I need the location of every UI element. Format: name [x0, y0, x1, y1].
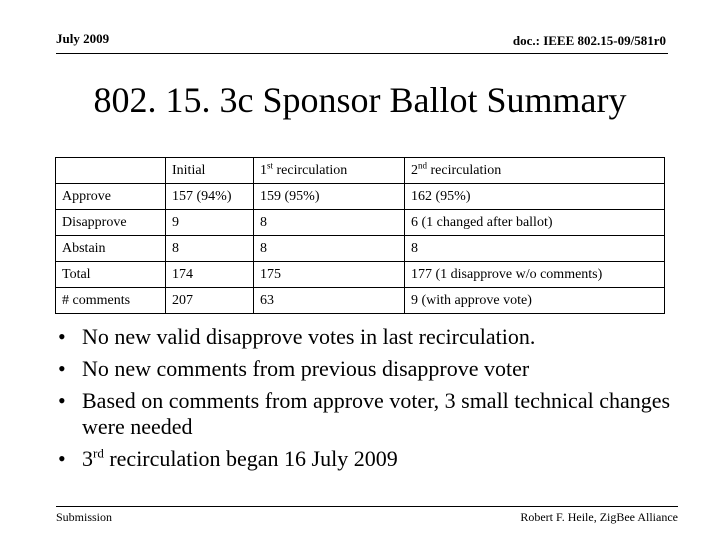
table-cell: 8 [254, 210, 405, 236]
row-label: Abstain [56, 236, 166, 262]
row-label: Total [56, 262, 166, 288]
table-cell: 177 (1 disapprove w/o comments) [405, 262, 665, 288]
header-cell-1st-recirculation: 1st recirculation [254, 158, 405, 184]
table-header-row [56, 158, 665, 184]
bullet-dot-icon: • [58, 356, 66, 381]
table-cell: 157 (94%) [166, 184, 254, 210]
bullet-item: • No new valid disapprove votes in last recirculation. [58, 324, 536, 349]
footer-divider [56, 506, 678, 507]
table-cell: 9 [166, 210, 254, 236]
footer-submission: Submission [56, 510, 113, 524]
row-label: Approve [56, 184, 166, 210]
table-cell: 207 [166, 288, 254, 314]
bullet-dot-icon: • [58, 324, 66, 349]
bullet-item: • 3rd recirculation began 16 July 2009 [58, 445, 398, 471]
table-row [56, 236, 665, 262]
slide-title: 802. 15. 3c Sponsor Ballot Summary [93, 80, 627, 120]
table-cell: 175 [254, 262, 405, 288]
table-cell: 174 [166, 262, 254, 288]
bullet-item: • No new comments from previous disapprove voter [58, 356, 530, 381]
header-cell-initial: Initial [166, 158, 254, 184]
header-date: July 2009 [56, 31, 110, 46]
header-cell-empty [56, 158, 166, 184]
header-doc-id: doc.: IEEE 802.15-09/581r0 [512, 33, 666, 48]
bullet-dot-icon: • [58, 388, 66, 413]
bullet-dot-icon: • [58, 446, 66, 471]
table-row [56, 184, 665, 210]
footer-author: Robert F. Heile, ZigBee Alliance [520, 510, 678, 524]
header-divider [56, 53, 668, 54]
table-cell: 9 (with approve vote) [405, 288, 665, 314]
bullet-item: • Based on comments from approve voter, 3 small technical changes were needed [58, 388, 671, 439]
ballot-summary-table [55, 157, 665, 314]
header-cell-2nd-recirculation: 2nd recirculation [405, 158, 665, 184]
table-cell: 8 [405, 236, 665, 262]
bullet-list [56, 324, 676, 478]
table-row [56, 262, 665, 288]
table-cell: 8 [166, 236, 254, 262]
table-cell: 8 [254, 236, 405, 262]
table-cell: 63 [254, 288, 405, 314]
table-cell: 162 (95%) [405, 184, 665, 210]
row-label: Disapprove [56, 210, 166, 236]
table-row [56, 288, 665, 314]
table-cell: 6 (1 changed after ballot) [405, 210, 665, 236]
row-label: # comments [56, 288, 166, 314]
table-cell: 159 (95%) [254, 184, 405, 210]
table-row [56, 210, 665, 236]
